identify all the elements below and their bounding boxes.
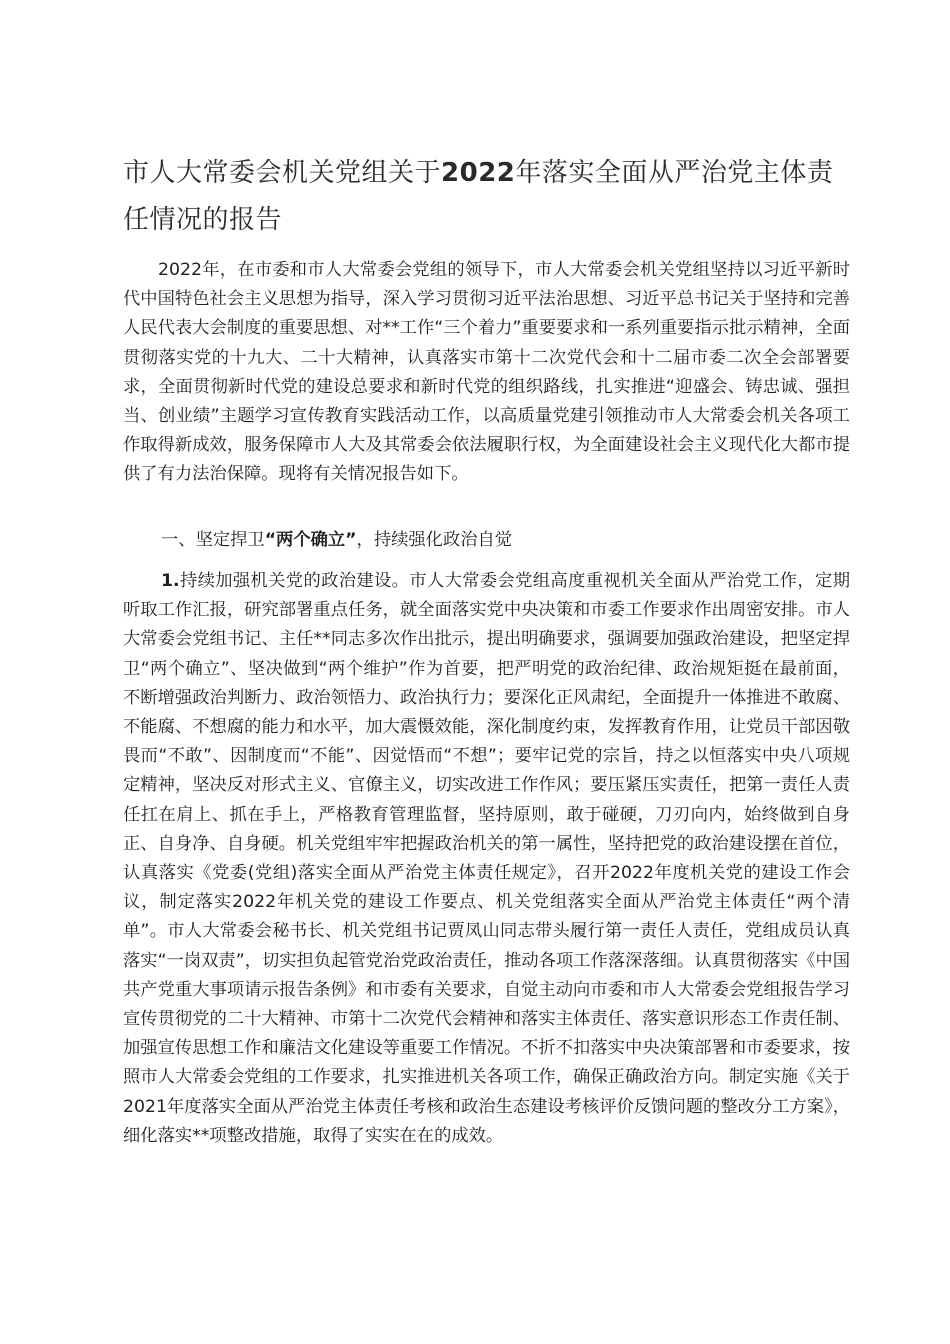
item-1-body: 市人大常委会党组高度重视机关全面从严治党工作，定期听取工作汇报，研究部署重点任务，就全面落实党中央决策和市委工作要求作出周密安排。市人大常委会党组书记、主任**同志多次作出批示，提出明确要求，强调要加强政治建设，把坚定捍卫“两个确立”、坚决做到“两个维护”作为首要，把严明党的政治纪律、政治规矩挺在最前面，不断增强政治判断力、政治领悟力、政治执行力；要深化正风肃纪，全面提升一体推进不敢腐、不能腐、不想腐的能力和水平，加大震慑效能，深化制度约束，发挥教育作用，让党员干部因敬畏而“不敢”、因制度而“不能”、因觉悟而“不想”；要牢记党的宗旨，持之以恒落实中央八项规定精神，坚决反对形式主义、官僚主义，切实改进工作作风；要压紧压实责任，把第一责任人责任扛在肩上、抓在手上，严格教育管理监督，坚持原则，敢于碰硬，刀刃向内，始终做到自身正、自身净、自身硬。机关党组牢牢把握政治机关的第一属性，坚持把党的政治建设摆在首位，认真落实《党委(党组)落实全面从严治党主体责任规定》，召开2022年度机关党的建设工作会议，制定落实2022年机关党的建设工作要点、机关党组落实全面从严治党主体责任“两个清单”。市人大常委会秘书长、机关党组书记贾凤山同志带头履行第一责任人责任，党组成员认真落实“一岗双责”，切实担负起管党治党政治责任，推动各项工作落深落细。认真贯彻落实《中国共产党重大事项请示报告条例》和市委有关要求，自觉主动向市委和市人大常委会党组报告学习宣传贯彻党的二十大精神、市第十二次党代会精神和落实主体责任、落实意识形态工作责任制、加强宣传思想工作和廉洁文化建设等重要工作情况。不折不扣落实中央决策部署和市委要求，按照市人大常委会党组的工作要求，扎实推进机关各项工作，确保正确政治方向。制定实施《关于2021年度落实全面从严治党主体责任考核和政治生态建设考核评价反馈问题的整改分工方案》，细化落实**项整改措施，取得了实实在在的成效。 <box>123 571 850 1146</box>
title-year: 2022 <box>441 158 516 188</box>
section-heading-1-part-b: ，持续强化政治自觉 <box>356 530 513 550</box>
section-heading-1 <box>123 526 850 555</box>
intro-paragraph: 2022年，在市委和市人大常委会党组的领导下，市人大常委会机关党组坚持以习近平新时代中国特色社会主义思想为指导，深入学习贯彻习近平法治思想、习近平总书记关于坚持和完善人民代表大会制度的重要思想、对**工作“三个着力”重要要求和一系列重要指示批示精神，全面贯彻落实党的十九大、二十大精神，认真落实市第十二次党代会和十二届市委二次全会部署要求，全面贯彻新时代党的建设总要求和新时代党的组织路线，扎实推进“迎盛会、铸忠诚、强担当、创业绩”主题学习宣传教育实践活动工作，以高质量党建引领推动市人大常委会机关各项工作取得新成效，服务保障市人大及其常委会依法履职行权，为全面建设社会主义现代化大都市提供了有力法治保障。现将有关情况报告如下。 <box>123 260 850 485</box>
section-heading-1-part-a: 一、坚定捍卫 <box>161 530 265 550</box>
title-part-2: 年落实全面从严治党主体责任情况的报告 <box>123 158 834 235</box>
item-1-paragraph <box>123 567 850 1151</box>
item-1-lead-text: 持续加强机关党的政治建设。 <box>179 571 410 591</box>
title-part-1: 市人大常委会机关党组关于 <box>123 158 442 188</box>
item-1-number: 1. <box>161 571 180 591</box>
section-heading-1-quote: “两个确立” <box>264 530 357 550</box>
document-title <box>123 150 843 244</box>
